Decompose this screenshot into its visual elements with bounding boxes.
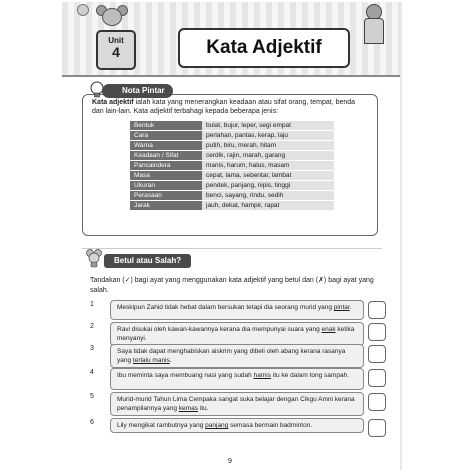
nota-pintar-tab: Nota Pintar	[102, 84, 173, 98]
adjective-category: Cara	[130, 131, 202, 140]
adjective-types-table	[130, 120, 334, 211]
flower-icon	[77, 4, 89, 16]
question-number: 2	[90, 323, 94, 330]
sentence-text: Saya tidak dapat menghabiskan aiskrim yang dibeli oleh abang kerana rasanya yang	[117, 348, 346, 364]
sentence-text: .	[169, 357, 172, 364]
underlined-adjective: terlalu manis	[132, 357, 170, 364]
page-header	[62, 2, 402, 76]
underlined-adjective: hamis	[253, 372, 271, 379]
adjective-category: Keadaan / Sifat	[130, 151, 202, 160]
question-number: 1	[90, 301, 94, 308]
header-divider	[62, 75, 402, 77]
adjective-type-row	[130, 181, 334, 190]
betul-atau-salah-banner: Betul atau Salah?	[104, 254, 191, 268]
underlined-adjective: enak	[321, 326, 336, 333]
nota-intro-text: ialah kata yang menerangkan keadaan atau sifat orang, tempat, benda dan lain-lain. Kata adjektif terbahagi kepada beberapa jenis:	[92, 99, 356, 115]
question-sentence	[110, 322, 364, 346]
nota-intro	[92, 98, 368, 116]
adjective-category: Bentuk	[130, 121, 202, 130]
sentence-text: Ibu meminta saya membuang nasi yang sudah	[117, 372, 254, 379]
question-number: 4	[90, 369, 94, 376]
worksheet-page	[62, 2, 402, 470]
answer-checkbox[interactable]	[368, 369, 386, 387]
adjective-type-row	[130, 141, 334, 150]
adjective-type-row	[130, 201, 334, 210]
question-sentence	[110, 300, 364, 320]
question-number: 5	[90, 393, 94, 400]
mouse-mascot-icon	[86, 248, 102, 268]
nota-intro-bold: Kata adjektif	[92, 99, 134, 106]
adjective-category: Ukuran	[130, 181, 202, 190]
adjective-examples: bulat, bujur, leper, segi empat	[202, 121, 334, 130]
question-sentence	[110, 418, 364, 433]
adjective-category: Jarak	[130, 201, 202, 210]
underlined-adjective: panjang	[205, 422, 229, 429]
sentence-text: .	[349, 304, 352, 311]
question-sentence	[110, 392, 364, 416]
girl-illustration-icon	[362, 4, 384, 44]
answer-checkbox[interactable]	[368, 301, 386, 319]
sentence-text: itu ke dalam tong sampah.	[270, 372, 349, 379]
adjective-examples: putih, biru, merah, hitam	[202, 141, 334, 150]
answer-checkbox[interactable]	[368, 345, 386, 363]
adjective-type-row	[130, 161, 334, 170]
adjective-examples: jauh, dekat, hampir, rapat	[202, 201, 334, 210]
adjective-type-row	[130, 121, 334, 130]
page-edge	[400, 2, 402, 470]
answer-checkbox[interactable]	[368, 323, 386, 341]
adjective-examples: cerdik, rajin, marah, garang	[202, 151, 334, 160]
question-sentence	[110, 368, 364, 390]
adjective-category: Warna	[130, 141, 202, 150]
sentence-text: Ravi disukai oleh kawan-kawannya kerana dia mempunyai suara yang	[117, 326, 322, 333]
adjective-type-row	[130, 151, 334, 160]
sentence-text: Meskipun Zahid tidak hebat dalam bersukan tetapi dia seorang murid yang	[117, 304, 334, 311]
adjective-category: Perasaan	[130, 191, 202, 200]
adjective-type-row	[130, 171, 334, 180]
question-sentence	[110, 344, 364, 368]
adjective-examples: cepat, lama, sebentar, lambat	[202, 171, 334, 180]
adjective-examples: perlahan, pantas, kerap, laju	[202, 131, 334, 140]
sentence-text: Murid-murid Tahun Lima Cempaka sangat suka belajar dengan Cikgu Amni kerana penampilannya yang	[117, 396, 355, 412]
answer-checkbox[interactable]	[368, 393, 386, 411]
sentence-text: ketika menyanyi.	[117, 326, 355, 342]
adjective-examples: pendek, panjang, nipis, tinggi	[202, 181, 334, 190]
sentence-text: Lily mengikat rambutnya yang	[117, 422, 206, 429]
title-box	[178, 28, 350, 68]
underlined-adjective: pintar	[333, 304, 350, 311]
exercise-instruction: Tandakan (✓) bagi ayat yang menggunakan kata adjektif yang betul dan (✗) bagi ayat yang salah.	[90, 277, 374, 294]
sentence-text: semasa bermain badminton.	[228, 422, 313, 429]
adjective-examples: benci, sayang, rindu, sedih	[202, 191, 334, 200]
adjective-category: Masa	[130, 171, 202, 180]
question-number: 6	[90, 419, 94, 426]
section-divider	[82, 248, 382, 249]
unit-label: Unit	[108, 36, 124, 45]
adjective-type-row	[130, 191, 334, 200]
adjective-type-row	[130, 131, 334, 140]
underlined-adjective: kemas	[178, 405, 198, 412]
adjective-category: Pancaindera	[130, 161, 202, 170]
mascot-icon	[102, 8, 122, 26]
unit-number: 4	[112, 44, 120, 60]
unit-badge	[96, 30, 136, 70]
page-title: Kata Adjektif	[206, 37, 322, 58]
question-number: 3	[90, 345, 94, 352]
adjective-examples: manis, harum, halus, masam	[202, 161, 334, 170]
page-number: 9	[228, 458, 232, 465]
answer-checkbox[interactable]	[368, 419, 386, 437]
sentence-text: itu.	[197, 405, 209, 412]
